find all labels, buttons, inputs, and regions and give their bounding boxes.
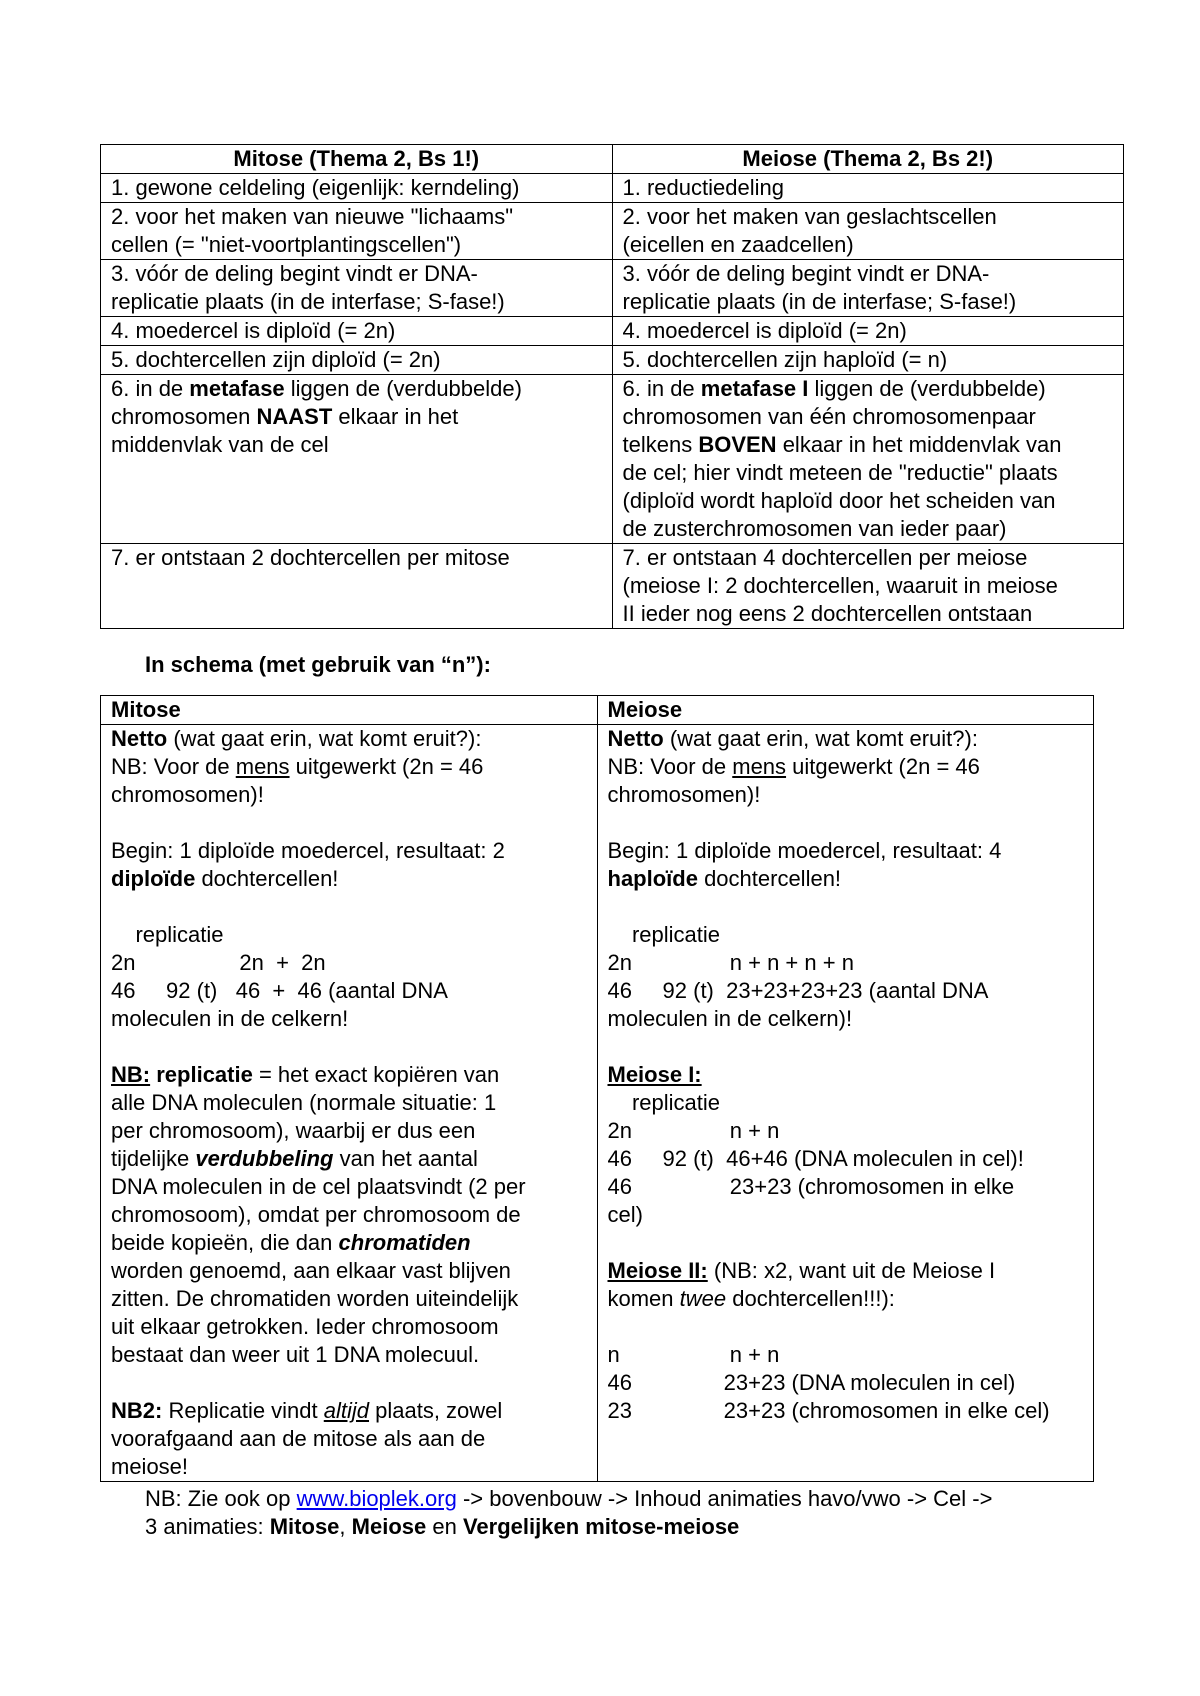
cell-line <box>111 346 602 374</box>
cell-line <box>111 865 587 893</box>
cell-line <box>111 837 587 865</box>
text-segment: Replicatie vindt <box>162 1398 324 1423</box>
schema-body-row <box>101 725 1094 1482</box>
cell-line <box>111 1313 587 1341</box>
cell-line <box>623 288 1114 316</box>
text-segment: de zusterchromosomen van ieder paar) <box>622 516 1007 541</box>
cell-line <box>623 346 1114 374</box>
header-meiose: Meiose (Thema 2, Bs 2!) <box>612 145 1124 174</box>
cell-line <box>623 203 1114 231</box>
cell-line <box>623 375 1114 403</box>
animation-mitose: Mitose <box>269 1514 340 1539</box>
text-segment: de cel; hier vindt meteen de "reductie" plaats <box>622 460 1058 485</box>
cell-line <box>111 1005 587 1033</box>
schema-header-mitose: Mitose <box>101 696 598 725</box>
text-segment: Begin: 1 diploïde moedercel, resultaat: 4 <box>607 838 1002 863</box>
schema-table <box>100 695 1094 1482</box>
footer-sep: , <box>339 1514 352 1539</box>
text-segment: meiose! <box>111 1454 189 1479</box>
text-segment: plaats, zowel <box>369 1398 503 1423</box>
footer-animations-label: 3 animaties: <box>145 1514 270 1539</box>
text-segment: mens <box>732 754 787 779</box>
text-segment: altijd <box>323 1398 370 1423</box>
cell-line <box>623 487 1114 515</box>
text-segment: replicatie plaats (in de interfase; S-fase!) <box>622 289 1017 314</box>
cell-line <box>608 1089 1084 1117</box>
cell-line <box>111 403 602 431</box>
text-segment: komen <box>607 1286 680 1311</box>
text-segment: 2n n + n <box>607 1118 780 1143</box>
text-segment: haploïde <box>607 866 698 891</box>
cell-line <box>608 753 1084 781</box>
text-segment: beide kopieën, die dan <box>111 1230 339 1255</box>
cell-line <box>111 1229 587 1257</box>
text-segment: replicatie <box>607 1090 720 1115</box>
cell-line <box>623 231 1114 259</box>
header-mitose: Mitose (Thema 2, Bs 1!) <box>101 145 613 174</box>
text-segment: middenvlak van de cel <box>111 432 329 457</box>
text-segment: 23 23+23 (chromosomen in elke cel) <box>607 1398 1050 1423</box>
text-segment: II ieder nog eens 2 dochtercellen ontstaan <box>622 601 1033 626</box>
cell-line <box>608 1173 1084 1201</box>
schema-heading: In schema (met gebruik van “n”): <box>145 652 491 677</box>
cell-line <box>608 1005 1084 1033</box>
text-segment: 4. moedercel is diploïd (= 2n) <box>622 318 907 343</box>
text-segment: diploïde <box>111 866 196 891</box>
text-segment: chromosomen)! <box>111 782 264 807</box>
text-segment: 2n n + n + n + n <box>607 950 854 975</box>
cell-line <box>608 837 1084 865</box>
comparison-cell-meiose <box>612 346 1124 375</box>
cell-line <box>111 921 587 949</box>
cell-line <box>608 1285 1084 1313</box>
cell-line <box>111 431 602 459</box>
animation-compare: Vergelijken mitose-meiose <box>462 1514 740 1539</box>
text-segment: 7. er ontstaan 4 dochtercellen per meiose <box>622 545 1028 570</box>
comparison-row <box>101 203 1124 260</box>
comparison-cell-mitose <box>101 174 613 203</box>
text-segment: chromatiden <box>338 1230 471 1255</box>
cell-line <box>111 375 602 403</box>
text-segment: dochtercellen! <box>697 866 842 891</box>
text-segment: 5. dochtercellen zijn haploïd (= n) <box>622 347 948 372</box>
comparison-row <box>101 346 1124 375</box>
text-segment: elkaar in het middenvlak van <box>776 432 1062 457</box>
text-segment: 5. dochtercellen zijn diploïd (= 2n) <box>111 347 441 372</box>
cell-line <box>608 1341 1084 1369</box>
text-segment: bestaat dan weer uit 1 DNA molecuul. <box>111 1342 480 1367</box>
cell-line <box>623 403 1114 431</box>
schema-header-row <box>101 696 1094 725</box>
cell-line <box>608 977 1084 1005</box>
text-segment: elkaar in het <box>332 404 459 429</box>
text-segment: uitgewerkt (2n = 46 <box>289 754 484 779</box>
text-segment: alle DNA moleculen (normale situatie: 1 <box>111 1090 497 1115</box>
comparison-cell-mitose <box>101 203 613 260</box>
text-segment: Meiose II: <box>607 1258 708 1283</box>
text-segment: BOVEN <box>698 432 777 457</box>
text-segment: 46 92 (t) 46+46 (DNA moleculen in cel)! <box>607 1146 1024 1171</box>
cell-line <box>608 1369 1084 1397</box>
cell-line <box>608 1033 1084 1061</box>
text-segment: uitgewerkt (2n = 46 <box>786 754 980 779</box>
comparison-table <box>100 144 1124 629</box>
text-segment: NB2: <box>111 1398 163 1423</box>
text-segment: chromosomen)! <box>607 782 761 807</box>
cell-line <box>111 1285 587 1313</box>
text-segment: liggen de (verdubbelde) <box>808 376 1046 401</box>
cell-line <box>608 1229 1084 1257</box>
cell-line <box>608 921 1084 949</box>
comparison-row <box>101 375 1124 544</box>
text-segment: Begin: 1 diploïde moedercel, resultaat: 2 <box>111 838 505 863</box>
cell-line <box>111 1369 587 1397</box>
comparison-header-row <box>101 145 1124 174</box>
text-segment: NB: <box>111 1062 151 1087</box>
footer-line-1 <box>145 1485 992 1513</box>
text-segment: verdubbeling <box>195 1146 334 1171</box>
text-segment: mens <box>235 754 290 779</box>
cell-line <box>111 1089 587 1117</box>
text-segment: = het exact kopiëren van <box>252 1062 500 1087</box>
cell-line <box>608 949 1084 977</box>
text-segment: 3. vóór de deling begint vindt er DNA- <box>622 261 990 286</box>
text-segment: moleculen in de celkern)! <box>607 1006 853 1031</box>
text-segment: (wat gaat erin, wat komt eruit?): <box>167 726 482 751</box>
text-segment: (eicellen en zaadcellen) <box>622 232 854 257</box>
text-segment: worden genoemd, aan elkaar vast blijven <box>111 1258 511 1283</box>
cell-line <box>608 1313 1084 1341</box>
text-segment: telkens <box>622 432 699 457</box>
cell-line <box>111 317 602 345</box>
comparison-cell-meiose <box>612 544 1124 629</box>
cell-line <box>623 260 1114 288</box>
comparison-row <box>101 260 1124 317</box>
text-segment: 1. reductiedeling <box>622 175 784 200</box>
cell-line <box>111 203 602 231</box>
text-segment: replicatie <box>607 922 720 947</box>
comparison-row <box>101 174 1124 203</box>
cell-line <box>623 431 1114 459</box>
cell-line <box>111 231 602 259</box>
text-segment: (meiose I: 2 dochtercellen, waaruit in meiose <box>622 573 1058 598</box>
text-segment: 1. gewone celdeling (eigenlijk: kerndeling) <box>111 175 520 200</box>
comparison-cell-mitose <box>101 260 613 317</box>
cell-line <box>111 544 602 572</box>
footer-path: -> bovenbouw -> Inhoud animaties havo/vwo -> Cel -> <box>456 1486 993 1511</box>
cell-line <box>111 893 587 921</box>
footer-line-2 <box>145 1513 992 1541</box>
text-segment: replicatie <box>111 922 224 947</box>
cell-line <box>608 725 1084 753</box>
text-segment: 46 92 (t) 23+23+23+23 (aantal DNA <box>607 978 989 1003</box>
text-segment: van het aantal <box>333 1146 478 1171</box>
schema-cell-meiose <box>597 725 1094 1482</box>
cell-line <box>111 1173 587 1201</box>
text-segment: Netto <box>607 726 664 751</box>
cell-line <box>111 1145 587 1173</box>
text-segment: 46 92 (t) 46 + 46 (aantal DNA <box>111 978 448 1003</box>
cell-line <box>111 1397 587 1425</box>
text-segment: NB: Voor de <box>607 754 733 779</box>
animation-meiose: Meiose <box>351 1514 427 1539</box>
cell-line <box>111 1453 587 1481</box>
cell-line <box>623 544 1114 572</box>
text-segment: (NB: x2, want uit de Meiose I <box>707 1258 996 1283</box>
cell-line <box>623 572 1114 600</box>
text-segment: 6. in de <box>111 376 190 401</box>
text-segment: twee <box>679 1286 727 1311</box>
cell-line <box>111 174 602 202</box>
cell-line <box>111 781 587 809</box>
cell-line <box>111 809 587 837</box>
text-segment: voorafgaand aan de mitose als aan de <box>111 1426 486 1451</box>
comparison-cell-meiose <box>612 260 1124 317</box>
cell-line <box>608 1061 1084 1089</box>
text-segment: 7. er ontstaan 2 dochtercellen per mitose <box>111 545 510 570</box>
text-segment: Meiose I: <box>607 1062 702 1087</box>
cell-line <box>608 1257 1084 1285</box>
text-segment: 2. voor het maken van geslachtscellen <box>622 204 997 229</box>
cell-line <box>111 260 602 288</box>
text-segment: tijdelijke <box>111 1146 196 1171</box>
text-segment: cellen (= "niet-voortplantingscellen") <box>111 232 462 257</box>
cell-line <box>608 865 1084 893</box>
text-segment: 2. voor het maken van nieuwe "lichaams" <box>111 204 514 229</box>
cell-line <box>608 781 1084 809</box>
text-segment: (diploïd wordt haploïd door het scheiden van <box>622 488 1056 513</box>
text-segment: Netto <box>111 726 168 751</box>
text-segment: metafase <box>189 376 285 401</box>
text-segment: NAAST <box>256 404 333 429</box>
footer-and: en <box>426 1514 463 1539</box>
comparison-cell-mitose <box>101 544 613 629</box>
cell-line <box>111 1061 587 1089</box>
footer-note <box>145 1485 992 1541</box>
comparison-cell-mitose <box>101 317 613 346</box>
text-segment: liggen de (verdubbelde) <box>284 376 522 401</box>
text-segment: uit elkaar getrokken. Ieder chromosoom <box>111 1314 499 1339</box>
cell-line <box>608 1397 1084 1425</box>
cell-line <box>623 600 1114 628</box>
text-segment: DNA moleculen in de cel plaatsvindt (2 per <box>111 1174 526 1199</box>
cell-line <box>111 949 587 977</box>
comparison-row <box>101 317 1124 346</box>
cell-line <box>623 317 1114 345</box>
cell-line <box>111 1117 587 1145</box>
comparison-cell-mitose <box>101 375 613 544</box>
text-segment: moleculen in de celkern! <box>111 1006 349 1031</box>
comparison-cell-meiose <box>612 317 1124 346</box>
text-segment: dochtercellen! <box>195 866 339 891</box>
cell-line <box>111 725 587 753</box>
cell-line <box>111 1425 587 1453</box>
text-segment: dochtercellen!!!): <box>726 1286 895 1311</box>
cell-line <box>111 1201 587 1229</box>
text-segment: n n + n <box>607 1342 780 1367</box>
cell-line <box>623 174 1114 202</box>
cell-line <box>111 1341 587 1369</box>
cell-line <box>623 459 1114 487</box>
cell-line <box>608 1201 1084 1229</box>
text-segment: replicatie plaats (in de interfase; S-fase!) <box>111 289 505 314</box>
text-segment: per chromosoom), waarbij er dus een <box>111 1118 476 1143</box>
cell-line <box>111 288 602 316</box>
text-segment: chromosomen <box>111 404 257 429</box>
text-segment: metafase I <box>700 376 809 401</box>
cell-line <box>608 809 1084 837</box>
text-segment: NB: Voor de <box>111 754 236 779</box>
schema-header-meiose: Meiose <box>597 696 1094 725</box>
text-segment: cel) <box>607 1202 643 1227</box>
text-segment: 46 23+23 (chromosomen in elke <box>607 1174 1015 1199</box>
cell-line <box>608 1117 1084 1145</box>
schema-cell-mitose <box>101 725 598 1482</box>
footer-text: NB: Zie ook op <box>145 1486 297 1511</box>
cell-line <box>111 1257 587 1285</box>
text-segment: 46 23+23 (DNA moleculen in cel) <box>607 1370 1016 1395</box>
cell-line <box>608 1145 1084 1173</box>
bioplek-link[interactable]: www.bioplek.org <box>296 1486 457 1511</box>
comparison-cell-meiose <box>612 203 1124 260</box>
comparison-cell-meiose <box>612 174 1124 203</box>
text-segment: replicatie <box>156 1062 253 1087</box>
text-segment: zitten. De chromatiden worden uiteindelijk <box>111 1286 519 1311</box>
cell-line <box>608 893 1084 921</box>
text-segment: 2n 2n + 2n <box>111 950 326 975</box>
comparison-cell-mitose <box>101 346 613 375</box>
text-segment: 3. vóór de deling begint vindt er DNA- <box>111 261 478 286</box>
comparison-row <box>101 544 1124 629</box>
text-segment: (wat gaat erin, wat komt eruit?): <box>663 726 978 751</box>
cell-line <box>111 977 587 1005</box>
cell-line <box>111 1033 587 1061</box>
text-segment: 4. moedercel is diploïd (= 2n) <box>111 318 396 343</box>
comparison-cell-meiose <box>612 375 1124 544</box>
cell-line <box>623 515 1114 543</box>
text-segment: chromosomen van één chromosomenpaar <box>622 404 1036 429</box>
text-segment: chromosoom), omdat per chromosoom de <box>111 1202 521 1227</box>
text-segment: 6. in de <box>622 376 701 401</box>
cell-line <box>111 753 587 781</box>
